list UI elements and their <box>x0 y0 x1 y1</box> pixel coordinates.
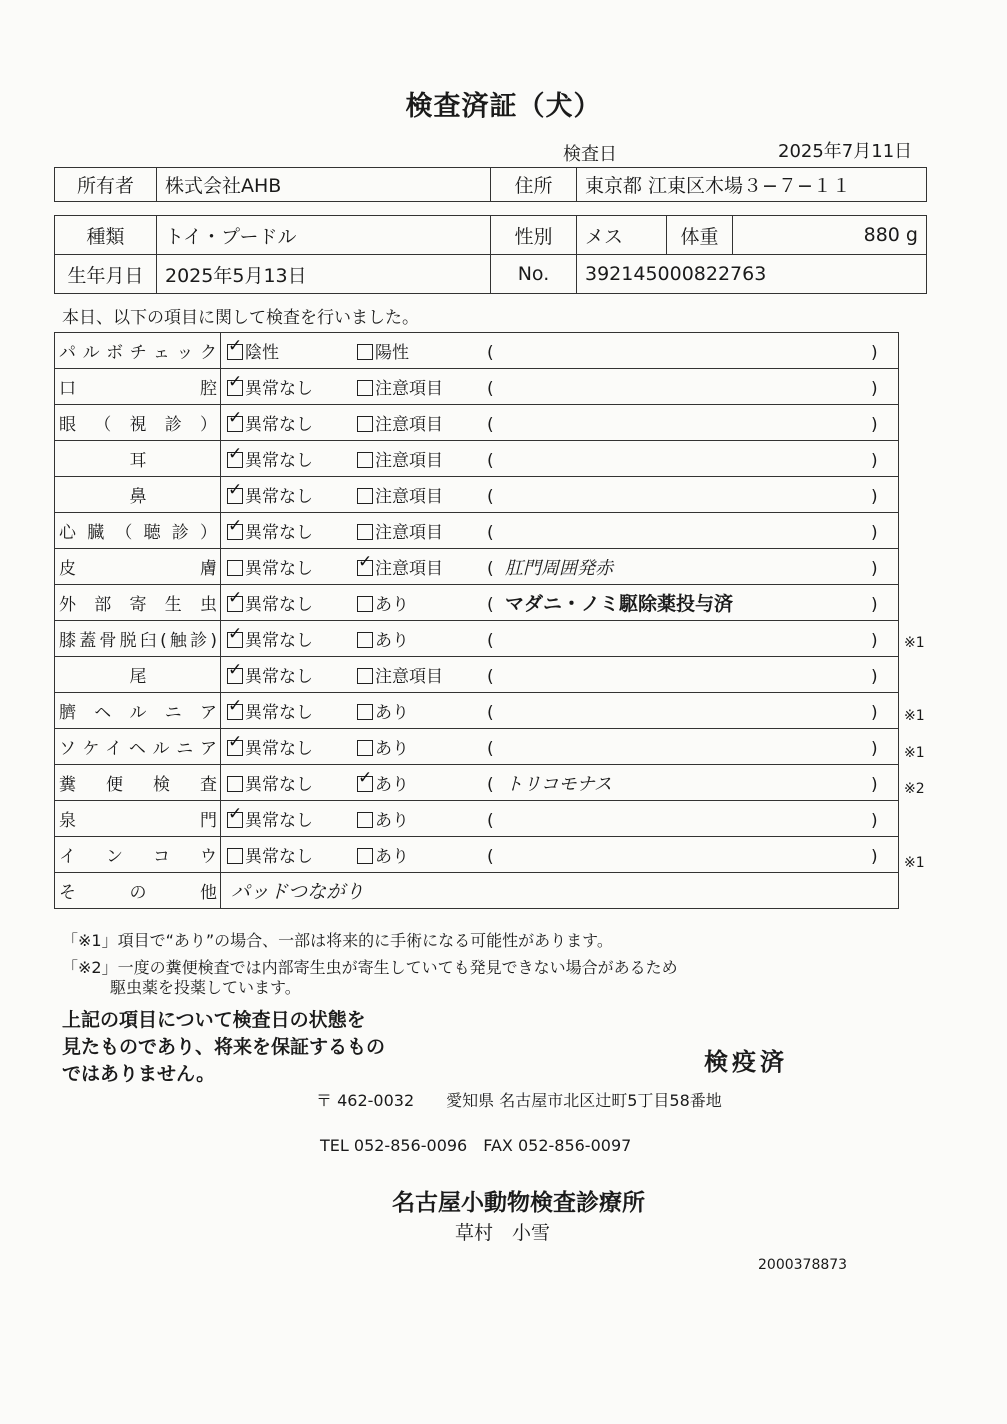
exam-row <box>55 333 899 369</box>
checkbox[interactable] <box>227 488 243 504</box>
option-label: 注意項目 <box>375 487 443 507</box>
sex-value: メス <box>577 216 667 255</box>
paren-close: ) <box>871 595 878 615</box>
inspection-date: 2025年7月11日 <box>778 141 913 162</box>
exam-item <box>55 729 221 765</box>
paren-open: ( <box>487 379 494 399</box>
exam-item-label: 耳 <box>129 451 147 471</box>
exam-row <box>55 837 899 873</box>
other-note: パッドつながり <box>231 881 365 903</box>
paren-open: ( <box>487 595 494 615</box>
exam-item-label: 泉門 <box>59 811 217 831</box>
exam-item <box>55 477 221 513</box>
option-abnormal[interactable] <box>357 554 487 579</box>
checkbox[interactable] <box>357 416 373 432</box>
checkbox[interactable] <box>357 524 373 540</box>
document-title: 検査済証（犬） <box>405 91 602 122</box>
breed-value: トイ・プードル <box>157 216 491 255</box>
option-label: 陽性 <box>375 343 409 363</box>
exam-result <box>221 621 899 657</box>
clinic-address: 〒 462-0032 愛知県 名古屋市北区辻町5丁目58番地 <box>316 1091 722 1110</box>
address-label: 住所 <box>491 168 577 202</box>
option-label: 異常なし <box>245 811 313 831</box>
exam-result <box>221 657 899 693</box>
exam-row <box>55 693 899 729</box>
exam-row <box>55 549 899 585</box>
option-abnormal[interactable] <box>357 590 487 615</box>
exam-item-label: 尾 <box>129 667 147 687</box>
exam-row <box>55 585 899 621</box>
option-normal[interactable] <box>221 590 357 615</box>
option-label: あり <box>375 811 409 831</box>
option-label: 異常なし <box>245 487 313 507</box>
exam-item-label: 皮膚 <box>59 559 217 579</box>
paren-open: ( <box>487 631 494 651</box>
exam-item <box>55 621 221 657</box>
paren-close: ) <box>871 343 878 363</box>
option-normal[interactable] <box>221 446 357 471</box>
checkbox[interactable] <box>227 668 243 684</box>
option-label: あり <box>375 739 409 759</box>
paren-close: ) <box>871 667 878 687</box>
exam-footnote-mark: ※1 <box>904 854 925 871</box>
paren-close: ) <box>871 451 878 471</box>
footnote-2: 「※2」一度の糞便検査では内部寄生虫が寄生していても発見できない場合があるため <box>62 958 678 977</box>
option-abnormal[interactable] <box>357 662 487 687</box>
option-label: 異常なし <box>245 774 313 795</box>
checkbox[interactable] <box>227 560 243 576</box>
paren-open: ( <box>487 415 494 435</box>
option-label: あり <box>375 631 409 651</box>
option-normal[interactable] <box>221 554 357 579</box>
option-label: 異常なし <box>245 595 313 615</box>
option-label: 注意項目 <box>375 523 443 543</box>
exam-item-label: その他 <box>59 883 217 903</box>
paren-close: ) <box>871 523 878 543</box>
footnote-1: 「※1」項目で“あり”の場合、一部は将来的に手術になる可能性があります。 <box>62 931 613 950</box>
option-normal[interactable] <box>221 410 357 435</box>
intro-text: 本日、以下の項目に関して検査を行いました。 <box>62 308 419 328</box>
option-label: あり <box>375 774 409 795</box>
option-label: あり <box>375 847 409 867</box>
exam-item <box>55 549 221 585</box>
checkbox[interactable] <box>357 380 373 396</box>
option-abnormal[interactable] <box>357 446 487 471</box>
paren-open: ( <box>487 811 494 831</box>
paren-close: ) <box>871 774 878 795</box>
option-abnormal[interactable] <box>357 518 487 543</box>
breed-label: 種類 <box>55 216 157 255</box>
footnote-2-cont: 駆虫薬を投薬しています。 <box>110 978 301 997</box>
option-normal[interactable] <box>221 842 357 867</box>
exam-row <box>55 513 899 549</box>
exam-result <box>221 837 899 873</box>
option-label: 陰性 <box>245 343 279 363</box>
exam-item-label: 眼（視診） <box>59 415 217 435</box>
exam-row <box>55 801 899 837</box>
exam-item-label: 心臓（聴診） <box>59 523 217 543</box>
exam-item <box>55 837 221 873</box>
exam-row <box>55 621 899 657</box>
other-note-cell <box>221 873 899 909</box>
exam-result <box>221 477 899 513</box>
exam-item-label: 口腔 <box>59 379 217 399</box>
option-label: 異常なし <box>245 631 313 651</box>
paren-close: ) <box>871 415 878 435</box>
checkbox[interactable] <box>357 740 373 756</box>
option-normal[interactable] <box>221 770 357 795</box>
checkbox[interactable] <box>227 740 243 756</box>
exam-item-label: 糞便検査 <box>59 775 217 795</box>
paren-open: ( <box>487 558 494 579</box>
sex-label: 性別 <box>491 216 577 255</box>
checkbox[interactable] <box>227 704 243 720</box>
paren-close: ) <box>871 811 878 831</box>
exam-item <box>55 801 221 837</box>
checkbox[interactable] <box>357 344 373 360</box>
exam-result <box>221 693 899 729</box>
option-label: 注意項目 <box>375 451 443 471</box>
option-normal[interactable] <box>221 338 357 363</box>
exam-footnote-mark: ※2 <box>904 781 925 798</box>
veterinarian-name: 草村 小雪 <box>455 1222 551 1244</box>
paren-close: ) <box>871 703 878 723</box>
checkbox[interactable] <box>357 560 373 576</box>
exam-note: 肛門周囲発赤 <box>505 557 613 579</box>
option-abnormal[interactable] <box>357 410 487 435</box>
option-abnormal[interactable] <box>357 806 487 831</box>
checkbox[interactable] <box>357 704 373 720</box>
option-label: 異常なし <box>245 558 313 579</box>
exam-row <box>55 405 899 441</box>
option-abnormal[interactable] <box>357 374 487 399</box>
option-normal[interactable] <box>221 482 357 507</box>
checkbox[interactable] <box>227 524 243 540</box>
exam-item-label: 臍ヘルニア <box>59 703 217 723</box>
paren-open: ( <box>487 703 494 723</box>
inspection-date-label: 検査日 <box>563 144 617 165</box>
paren-open: ( <box>487 523 494 543</box>
option-abnormal[interactable] <box>357 734 487 759</box>
option-normal[interactable] <box>221 626 357 651</box>
exam-result <box>221 333 899 369</box>
checkbox[interactable] <box>357 632 373 648</box>
exam-item-label: インコウ <box>59 847 217 867</box>
option-label: 異常なし <box>245 667 313 687</box>
option-normal[interactable] <box>221 662 357 687</box>
paren-close: ) <box>871 379 878 399</box>
exam-result <box>221 729 899 765</box>
dob-value: 2025年5月13日 <box>157 255 491 294</box>
option-abnormal[interactable] <box>357 770 487 795</box>
paren-open: ( <box>487 343 494 363</box>
exam-row <box>55 765 899 801</box>
checkbox[interactable] <box>227 848 243 864</box>
exam-row-other <box>55 873 899 909</box>
owner-label: 所有者 <box>55 168 157 202</box>
weight-value: 880 g <box>733 216 927 255</box>
dob-label: 生年月日 <box>55 255 157 294</box>
option-normal[interactable] <box>221 698 357 723</box>
exam-item <box>55 873 221 909</box>
clinic-name: 名古屋小動物検査診療所 <box>392 1190 645 1216</box>
checkbox[interactable] <box>357 452 373 468</box>
exam-item-label: 鼻 <box>129 487 147 507</box>
exam-item-label: 膝蓋骨脱臼(触診) <box>59 631 217 651</box>
clinic-phone: TEL 052-856-0096 FAX 052-856-0097 <box>320 1136 632 1155</box>
exam-item-label: ソケイヘルニア <box>59 739 217 759</box>
pet-table <box>54 215 927 294</box>
disclaimer-line: ではありません。 <box>62 1063 216 1085</box>
option-normal[interactable] <box>221 374 357 399</box>
option-abnormal[interactable] <box>357 338 487 363</box>
exam-footnote-mark: ※1 <box>904 634 925 651</box>
option-abnormal[interactable] <box>357 698 487 723</box>
option-normal[interactable] <box>221 734 357 759</box>
exam-item <box>55 333 221 369</box>
checkbox[interactable] <box>357 848 373 864</box>
paren-close: ) <box>871 847 878 867</box>
exam-result <box>221 585 899 621</box>
option-label: 注意項目 <box>375 558 443 579</box>
number-label: No. <box>491 255 577 294</box>
disclaimer <box>62 1007 385 1088</box>
exam-item <box>55 369 221 405</box>
paren-close: ) <box>871 558 878 579</box>
checkbox[interactable] <box>227 416 243 432</box>
paren-close: ) <box>871 631 878 651</box>
checkbox[interactable] <box>227 812 243 828</box>
exam-item-label: パルボチェック <box>59 343 217 363</box>
checkbox[interactable] <box>227 632 243 648</box>
exam-item <box>55 441 221 477</box>
option-label: 注意項目 <box>375 415 443 435</box>
exam-result <box>221 441 899 477</box>
disclaimer-line: 上記の項目について検査日の状態を <box>62 1009 366 1031</box>
option-label: 注意項目 <box>375 379 443 399</box>
address-value: 東京都 江東区木場３−７−１１ <box>577 168 927 202</box>
checkbox[interactable] <box>227 344 243 360</box>
owner-table <box>54 167 927 202</box>
checkbox[interactable] <box>357 776 373 792</box>
exam-result <box>221 405 899 441</box>
option-label: 異常なし <box>245 451 313 471</box>
exam-item <box>55 513 221 549</box>
option-normal[interactable] <box>221 806 357 831</box>
exam-result <box>221 801 899 837</box>
option-label: 注意項目 <box>375 667 443 687</box>
checkbox[interactable] <box>357 668 373 684</box>
exam-item <box>55 765 221 801</box>
exam-note: マダニ・ノミ駆除薬投与済 <box>505 593 734 615</box>
exam-item <box>55 405 221 441</box>
paren-open: ( <box>487 847 494 867</box>
option-abnormal[interactable] <box>357 482 487 507</box>
exam-footnote-mark: ※1 <box>904 744 925 761</box>
checkbox[interactable] <box>227 776 243 792</box>
exam-item <box>55 693 221 729</box>
owner-value: 株式会社AHB <box>157 168 491 202</box>
option-label: 異常なし <box>245 703 313 723</box>
checkbox[interactable] <box>357 596 373 612</box>
option-label: 異常なし <box>245 379 313 399</box>
option-label: あり <box>375 595 409 615</box>
paren-open: ( <box>487 487 494 507</box>
disclaimer-line: 見たものであり、将来を保証するもの <box>62 1036 386 1058</box>
exam-result <box>221 513 899 549</box>
weight-label: 体重 <box>667 216 733 255</box>
checkbox[interactable] <box>357 812 373 828</box>
exam-item <box>55 657 221 693</box>
exam-row <box>55 441 899 477</box>
exam-note: トリコモナス <box>505 773 612 795</box>
exam-footnote-mark: ※1 <box>904 708 925 724</box>
paren-open: ( <box>487 774 494 795</box>
paren-open: ( <box>487 739 494 759</box>
exam-item-label: 外部寄生虫 <box>59 595 217 615</box>
exam-result <box>221 765 899 801</box>
checkbox[interactable] <box>357 488 373 504</box>
serial-number: 2000378873 <box>758 1257 848 1273</box>
exam-result <box>221 549 899 585</box>
exam-row <box>55 729 899 765</box>
option-normal[interactable] <box>221 518 357 543</box>
quarantine-stamp: 検疫済 <box>704 1048 788 1076</box>
exam-row <box>55 369 899 405</box>
exam-result <box>221 369 899 405</box>
option-label: あり <box>375 703 409 723</box>
paren-close: ) <box>871 487 878 507</box>
option-label: 異常なし <box>245 739 313 759</box>
exam-table <box>54 332 899 909</box>
exam-row <box>55 477 899 513</box>
paren-close: ) <box>871 739 878 759</box>
option-abnormal[interactable] <box>357 842 487 867</box>
checkbox[interactable] <box>227 596 243 612</box>
option-abnormal[interactable] <box>357 626 487 651</box>
checkbox[interactable] <box>227 380 243 396</box>
option-label: 異常なし <box>245 523 313 543</box>
option-label: 異常なし <box>245 847 313 867</box>
checkbox[interactable] <box>227 452 243 468</box>
exam-row <box>55 657 899 693</box>
paren-open: ( <box>487 667 494 687</box>
exam-item <box>55 585 221 621</box>
paren-open: ( <box>487 451 494 471</box>
microchip-number: 392145000822763 <box>577 255 927 294</box>
option-label: 異常なし <box>245 415 313 435</box>
